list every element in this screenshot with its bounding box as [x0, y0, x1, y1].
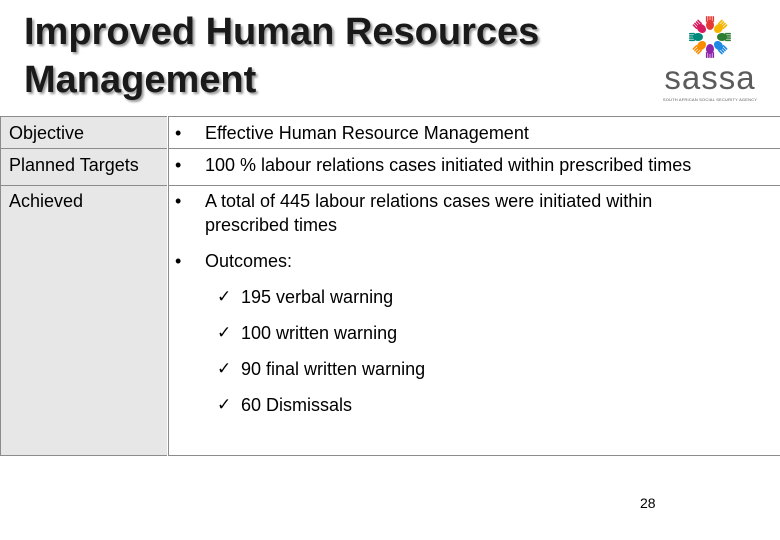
row-label-achieved: Achieved: [9, 191, 84, 211]
page-number: 28: [640, 495, 656, 511]
outcomes-heading: Outcomes:: [205, 251, 293, 271]
achieved-total-text: A total of 445 labour relations cases were initiated within prescribed times: [205, 191, 653, 235]
objective-text: Effective Human Resource Management: [205, 123, 529, 143]
bullet-icon: •: [175, 191, 182, 211]
checkmark-icon: ✓: [217, 287, 232, 306]
slide-title: [24, 8, 624, 104]
hand-shape: [706, 16, 714, 30]
planned-targets-text: 100 % labour relations cases initiated within prescribed times: [205, 155, 692, 175]
hand-shape: [692, 39, 708, 55]
hand-shape: [692, 19, 708, 35]
hr-table: [0, 116, 780, 456]
bullet-icon: •: [175, 251, 182, 271]
outcome-text: 100 written warning: [241, 323, 398, 343]
hands-logo-icon: [678, 14, 742, 60]
bullet-icon: •: [175, 123, 182, 143]
hand-shape: [706, 44, 714, 58]
hand-shape: [717, 33, 731, 41]
label-cell-achieved: [0, 186, 167, 456]
hand-shape: [712, 19, 728, 35]
row-label-objective: Objective: [9, 123, 85, 143]
label-cell-planned-targets: [0, 149, 167, 186]
outcome-text: 195 verbal warning: [241, 287, 394, 307]
bullet-icon: •: [175, 155, 182, 175]
hand-shape: [712, 39, 728, 55]
checkmark-icon: ✓: [217, 323, 232, 342]
content-cell-planned-targets: [168, 149, 780, 186]
content-cell-objective: [168, 116, 780, 149]
checkmark-icon: ✓: [217, 359, 232, 378]
content-cell-achieved: [168, 186, 780, 456]
slide-title-line2: Management: [24, 59, 257, 101]
row-label-planned-targets: Planned Targets: [9, 155, 139, 175]
slide-title-line1: Improved Human Resources: [24, 11, 540, 53]
hand-shape: [689, 33, 703, 41]
logo-wordmark: sassa: [664, 59, 756, 96]
outcome-text: 60 Dismissals: [241, 395, 353, 415]
logo-tagline: SOUTH AFRICAN SOCIAL SECURITY AGENCY: [662, 97, 758, 102]
outcome-text: 90 final written warning: [241, 359, 426, 379]
sassa-logo: [650, 14, 768, 106]
checkmark-icon: ✓: [217, 395, 232, 414]
label-cell-objective: [0, 116, 167, 149]
